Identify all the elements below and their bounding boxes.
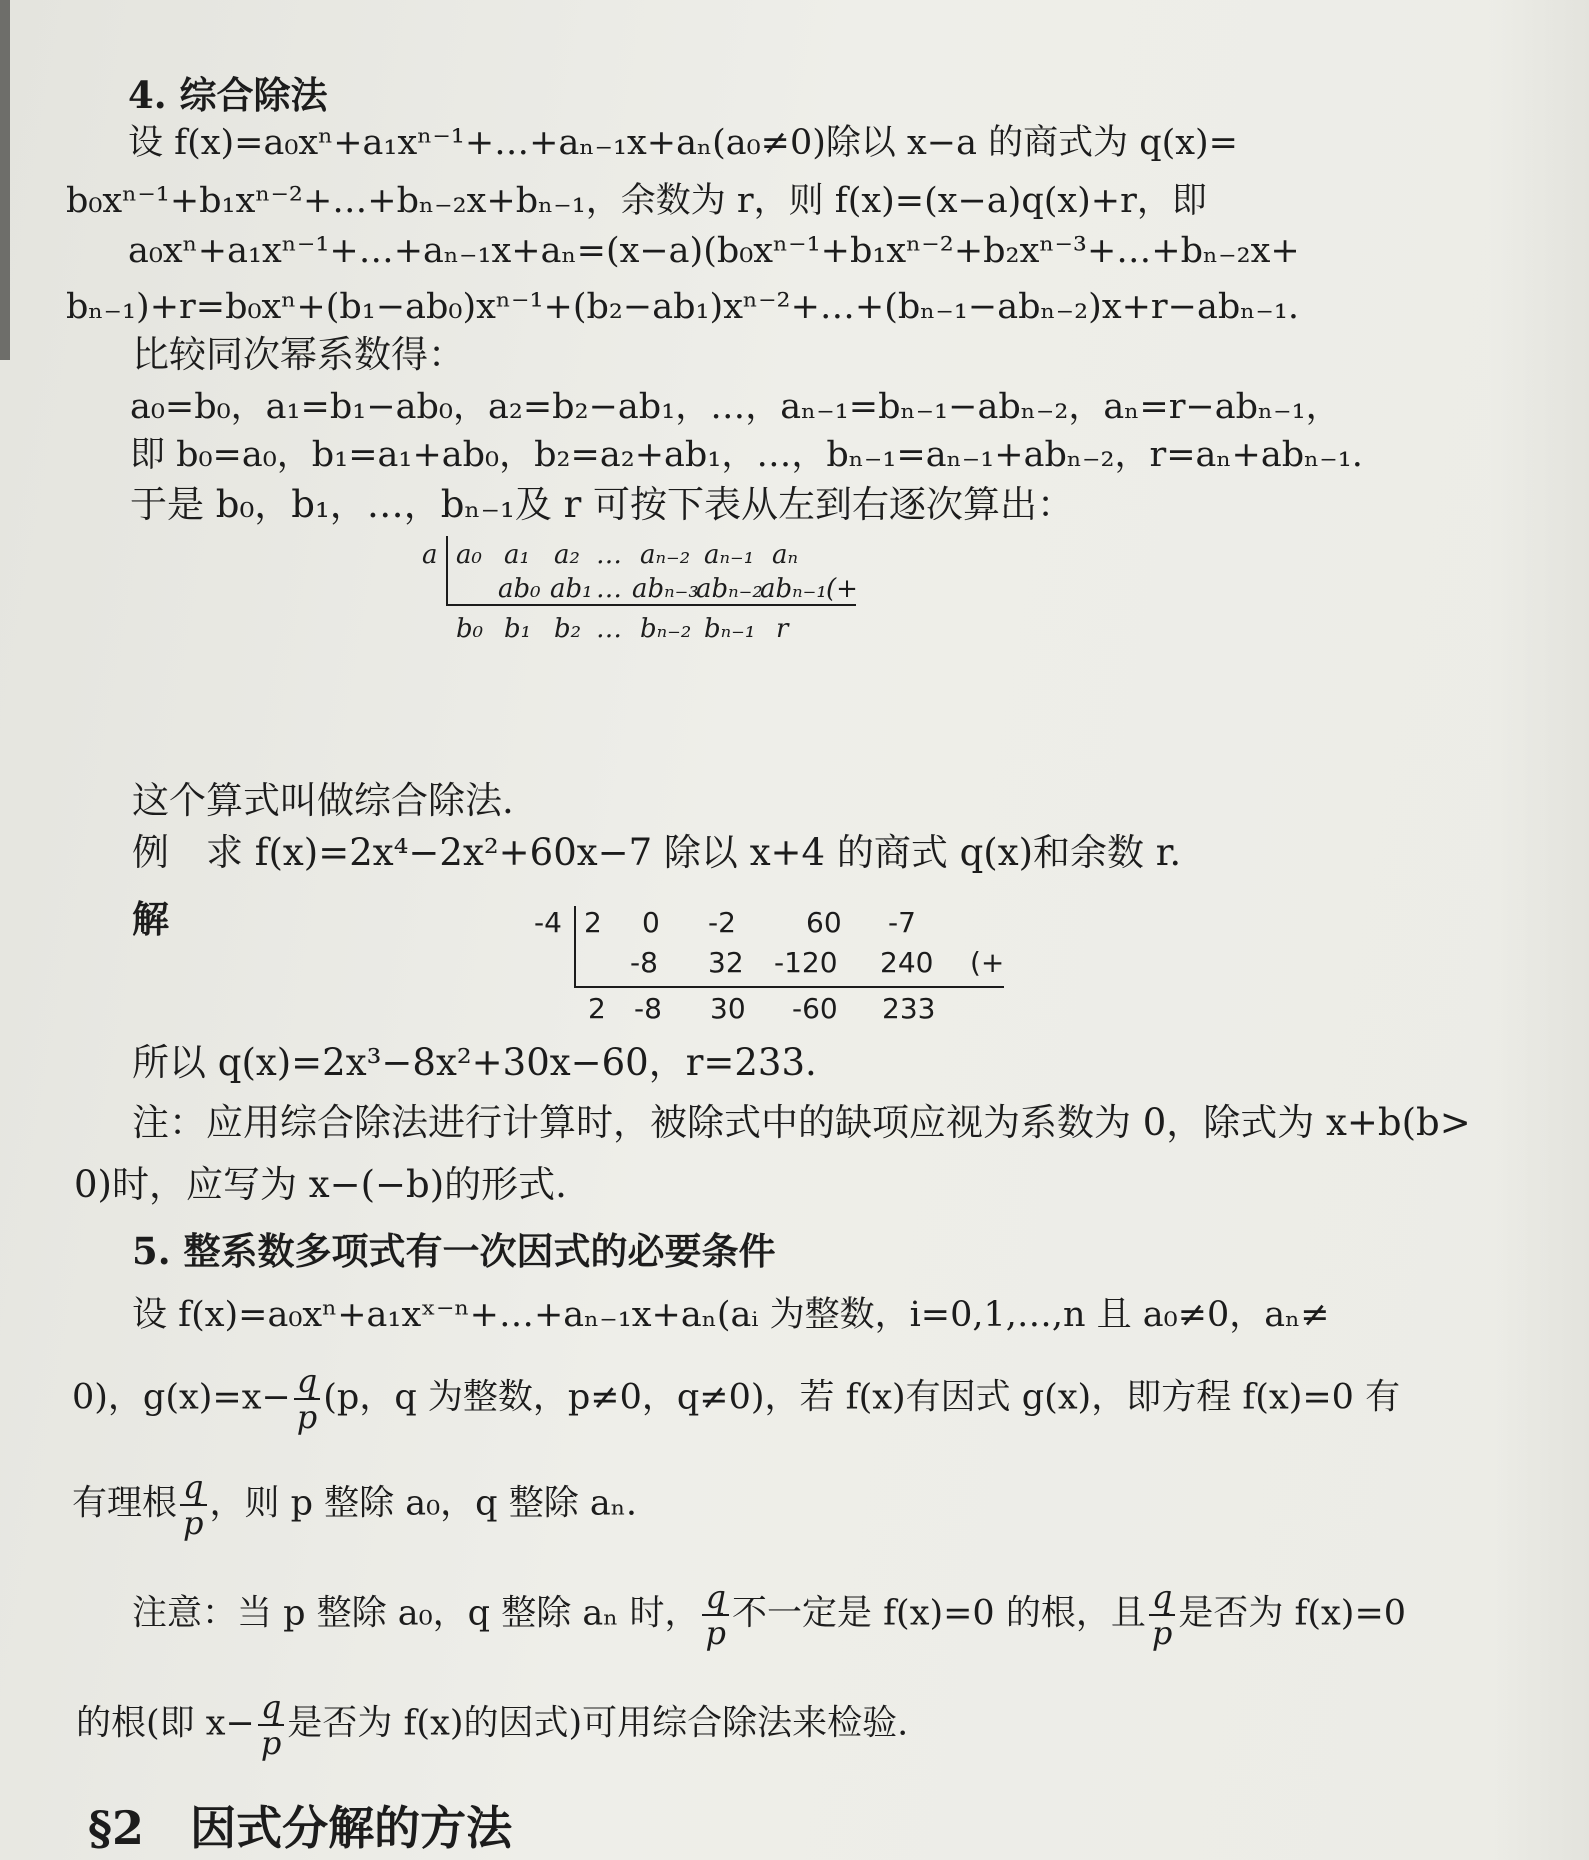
example-line: 例 求 f(x)=2x⁴−2x²+60x−7 除以 x+4 的商式 q(x)和余数 r.: [132, 831, 1182, 874]
row1-cell: a₁: [504, 540, 530, 570]
text-segment: 有理根: [72, 1483, 178, 1524]
row1-cell: …: [596, 540, 622, 570]
row1-cell: aₙ₋₂: [640, 540, 691, 570]
row1-cell: 2: [584, 906, 602, 939]
fraction-numerator: q: [258, 1690, 284, 1726]
row2-cell: 240: [880, 946, 934, 979]
general-synthetic-division-table: [420, 530, 860, 650]
text-line: a₀=b₀，a₁=b₁−ab₀，a₂=b₂−ab₁，…，aₙ₋₁=bₙ₋₁−abₙ₋₂，aₙ=r−abₙ₋₁，: [130, 387, 1341, 427]
bleed-through-shade: [1489, 0, 1589, 1860]
row3-cell: b₂: [554, 614, 582, 644]
row3-cell: -8: [634, 992, 662, 1025]
text-segment: 注意：当 p 整除 a₀，q 整除 aₙ 时，: [132, 1593, 700, 1634]
text-line-with-fraction: [72, 1470, 637, 1540]
fraction-denominator: p: [260, 1724, 282, 1762]
text-segment: 0)，g(x)=x−: [72, 1377, 291, 1418]
next-section-heading: §2 因式分解的方法: [88, 1801, 513, 1855]
divisor-cell: a: [422, 540, 438, 570]
note-line: 注：应用综合除法进行计算时，被除式中的缺项应视为系数为 0，除式为 x+b(b>: [132, 1101, 1471, 1144]
row3-cell: 2: [588, 992, 606, 1025]
row3-cell: …: [596, 614, 622, 644]
row2-cell: -120: [774, 946, 838, 979]
text-line: bₙ₋₁)+r=b₀xⁿ+(b₁−ab₀)xⁿ⁻¹+(b₂−ab₁)xⁿ⁻²+…+(bₙ₋₁−abₙ₋₂)x+r−abₙ₋₁.: [66, 287, 1299, 327]
row3-cell: 233: [882, 992, 936, 1025]
row3-cell: bₙ₋₂: [640, 614, 692, 644]
fraction-numerator: q: [294, 1364, 320, 1400]
example-synthetic-division-table: [530, 906, 1010, 1036]
row3-cell: b₁: [504, 614, 532, 644]
row3-cell: bₙ₋₁: [704, 614, 756, 644]
text-segment: 的根(即 x−: [76, 1703, 255, 1744]
row2-cell: (+: [826, 574, 858, 604]
text-line: 比较同次幂系数得：: [132, 333, 465, 376]
row1-cell: a₂: [554, 540, 580, 570]
vertical-rule: [574, 906, 576, 986]
row1-cell: -7: [888, 906, 916, 939]
horizontal-rule: [446, 604, 856, 606]
text-line-with-fraction: [72, 1364, 1400, 1434]
q-over-p-fraction: [294, 1364, 320, 1434]
row2-cell: abₙ₋₁: [760, 574, 827, 604]
result-line: 所以 q(x)=2x³−8x²+30x−60，r=233.: [132, 1041, 817, 1084]
row2-cell: (+: [970, 946, 1005, 979]
text-line: 设 f(x)=a₀xⁿ+a₁xⁿ⁻¹+…+aₙ₋₁x+aₙ(a₀≠0)除以 x−a 的商式为 q(x)=: [128, 123, 1238, 163]
text-line: 即 b₀=a₀，b₁=a₁+ab₀，b₂=a₂+ab₁，…，bₙ₋₁=aₙ₋₁+abₙ₋₂，r=aₙ+abₙ₋₁.: [130, 435, 1363, 475]
fraction-denominator: p: [183, 1504, 204, 1542]
fraction-numerator: q: [1149, 1580, 1175, 1616]
row1-cell: aₙ₋₁: [704, 540, 755, 570]
row2-cell: ab₀: [498, 574, 541, 604]
text-segment: 是否为 f(x)的因式)可用综合除法来检验.: [287, 1703, 909, 1744]
text-line: a₀xⁿ+a₁xⁿ⁻¹+…+aₙ₋₁x+aₙ=(x−a)(b₀xⁿ⁻¹+b₁xⁿ⁻²+b₂xⁿ⁻³+…+bₙ₋₂x+: [128, 231, 1300, 271]
fraction-denominator: p: [296, 1398, 318, 1436]
text-line: 于是 b₀，b₁，…，bₙ₋₁及 r 可按下表从左到右逐次算出：: [130, 483, 1075, 526]
text-segment: 是否为 f(x)=0: [1178, 1593, 1407, 1634]
q-over-p-fraction: [258, 1690, 284, 1760]
row3-cell: b₀: [456, 614, 484, 644]
row2-cell: 32: [708, 946, 744, 979]
row1-cell: 0: [642, 906, 660, 939]
row1-cell: 60: [806, 906, 842, 939]
row3-cell: 30: [710, 992, 746, 1025]
row3-cell: -60: [792, 992, 838, 1025]
divisor-cell: -4: [534, 906, 562, 939]
note-line: 0)时，应写为 x−(−b)的形式.: [74, 1163, 567, 1206]
text-segment: ，则 p 整除 a₀，q 整除 aₙ.: [209, 1483, 637, 1524]
text-segment: (p，q 为整数，p≠0，q≠0)，若 f(x)有因式 g(x)，即方程 f(x)=0 有: [323, 1377, 1401, 1418]
fraction-numerator: q: [702, 1580, 728, 1616]
text-line: 这个算式叫做综合除法.: [132, 779, 514, 822]
text-line: b₀xⁿ⁻¹+b₁xⁿ⁻²+…+bₙ₋₂x+bₙ₋₁，余数为 r，则 f(x)=(x−a)q(x)+r，即: [66, 181, 1207, 221]
fraction-denominator: p: [705, 1614, 726, 1652]
text-segment: 不一定是 f(x)=0 的根，且: [731, 1593, 1146, 1634]
vertical-rule: [446, 536, 448, 604]
section-5-title: 5. 整系数多项式有一次因式的必要条件: [132, 1229, 776, 1273]
solution-label: 解: [132, 897, 169, 941]
fraction-denominator: p: [1151, 1614, 1173, 1652]
row1-cell: aₙ: [772, 540, 799, 570]
row1-cell: a₀: [456, 540, 482, 570]
row2-cell: abₙ₋₂: [696, 574, 763, 604]
row1-cell: -2: [708, 906, 736, 939]
row2-cell: abₙ₋₃: [632, 574, 699, 604]
text-line-with-fraction: [132, 1580, 1406, 1650]
row3-cell: r: [776, 614, 789, 644]
section-4-title: 4. 综合除法: [128, 73, 328, 117]
row2-cell: …: [596, 574, 622, 604]
row2-cell: ab₁: [550, 574, 593, 604]
row2-cell: -8: [630, 946, 658, 979]
text-line-with-fraction: [76, 1690, 908, 1760]
page-edge-shadow: [0, 0, 10, 360]
q-over-p-fraction: [1149, 1580, 1175, 1650]
text-line: 设 f(x)=a₀xⁿ+a₁xˣ⁻ⁿ+…+aₙ₋₁x+aₙ(aᵢ 为整数，i=0,1,…,n 且 a₀≠0，aₙ≠: [132, 1295, 1330, 1335]
horizontal-rule: [574, 986, 1004, 988]
q-over-p-fraction: [180, 1470, 206, 1540]
fraction-numerator: q: [180, 1470, 206, 1506]
q-over-p-fraction: [702, 1580, 728, 1650]
